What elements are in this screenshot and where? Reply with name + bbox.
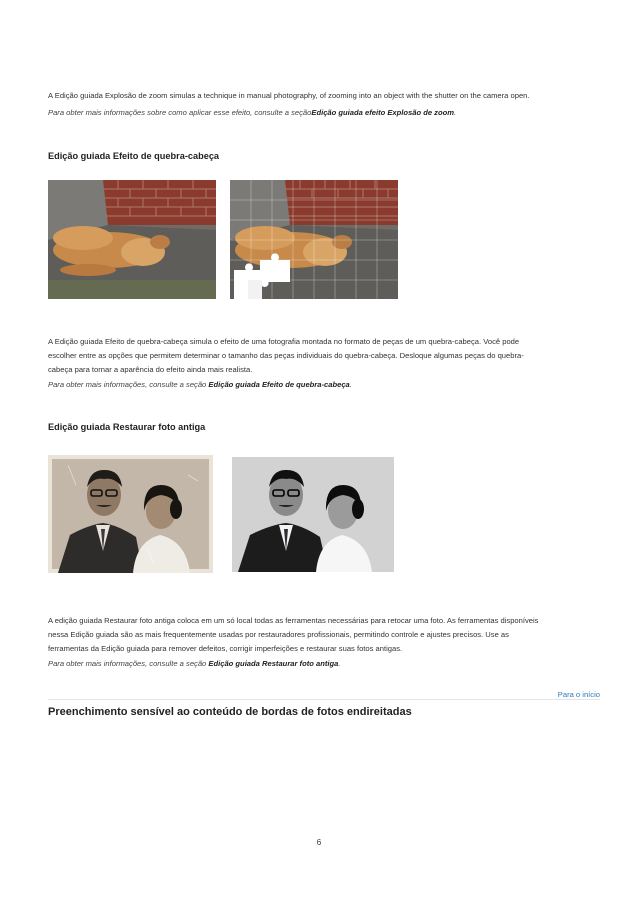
restore-more-info: Para obter mais informações, consulte a seção Edição guiada Restaurar foto antiga. [48,659,341,668]
puzzle-link[interactable]: Edição guiada Efeito de quebra-cabeça [208,380,350,389]
puzzle-before-image [48,180,216,299]
puzzle-paragraph: A Edição guiada Efeito de quebra-cabeça simula o efeito de uma fotografia montada no formato de peças de um quebra-cabeça. Você pode escolher entre as opções que permitem determinar o tamanho das peças individuais do quebra-cabeça. Desloque algumas peças do quebra- cabeça para tornar a aparência do efeito ainda mais realista. [48,337,524,374]
zoom-burst-paragraph: A Edição guiada Explosão de zoom simulas a technique in manual photography, of zooming into an object with the shutter on the camera open. [48,91,530,100]
restore-paragraph: A edição guiada Restaurar foto antiga coloca em um só local todas as ferramentas necessárias para retocar uma foto. As ferramentas disponíveis nessa Edição guiada são as mais frequentemente usadas por restauradores profissionais, permitindo controle e ajustes precisos. Use as ferramentas da Edição guiada para remover defeitos, corrigir imperfeições e restaurar suas fotos antigas. [48,616,539,653]
restore-after-image [232,457,394,572]
restore-before-image [48,455,213,573]
zoom-burst-link[interactable]: Edição guiada efeito Explosão de zoom [311,108,455,117]
page-number: 6 [316,838,322,847]
zoom-burst-more-info: Para obter mais informações sobre como aplicar esse efeito, consulte a seçãoEdição guiada efeito Explosão de zoom. [48,108,457,117]
section-divider [48,699,600,700]
back-to-top-link[interactable]: Para o início [557,690,600,699]
puzzle-more-info: Para obter mais informações, consulte a seção Edição guiada Efeito de quebra-cabeça. [48,380,352,389]
restore-heading: Edição guiada Restaurar foto antiga [48,422,206,432]
puzzle-after-image [230,180,398,299]
content-aware-fill-heading: Preenchimento sensível ao conteúdo de bordas de fotos endireitadas [48,706,412,718]
puzzle-heading: Edição guiada Efeito de quebra-cabeça [48,151,220,161]
restore-link[interactable]: Edição guiada Restaurar foto antiga [208,659,339,668]
